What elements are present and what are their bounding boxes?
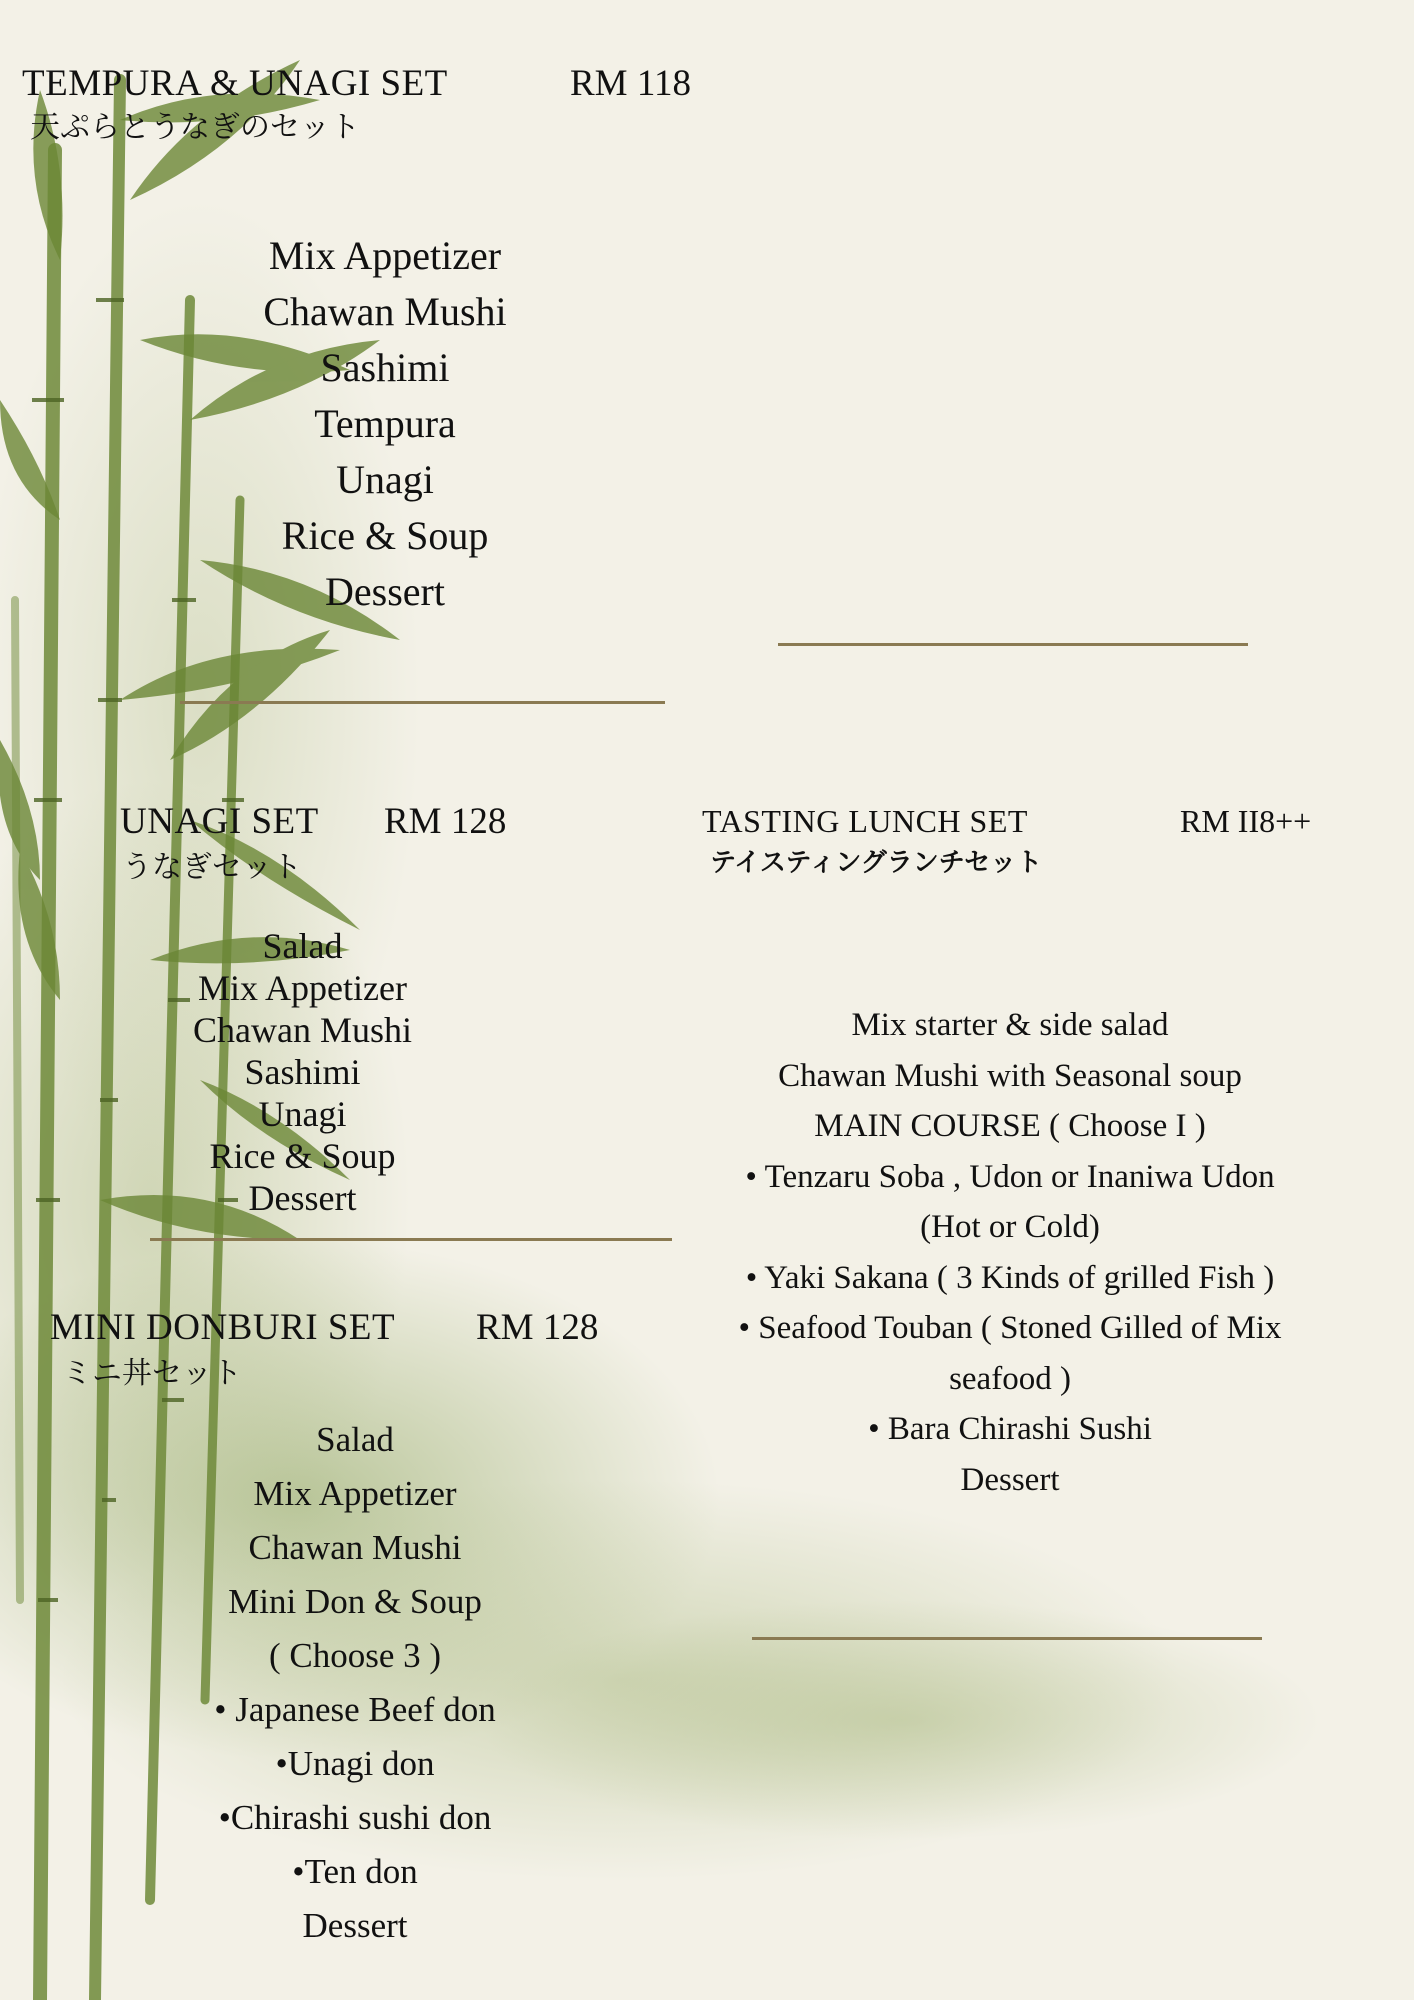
divider bbox=[180, 701, 665, 704]
menu-item: • Tenzaru Soba , Udon or Inaniwa Udon bbox=[745, 1158, 1275, 1195]
menu-item: •Unagi don bbox=[275, 1744, 435, 1783]
menu-item: •Chirashi sushi don bbox=[218, 1798, 492, 1837]
menu-item: Mix starter & side salad bbox=[851, 1007, 1169, 1043]
menu-item: (Hot or Cold) bbox=[920, 1209, 1100, 1245]
menu-item: • Japanese Beef don bbox=[214, 1690, 496, 1729]
tasting-lunch-item-list bbox=[690, 1000, 1330, 1505]
divider bbox=[752, 1637, 1262, 1640]
unagi-set-price: RM 128 bbox=[384, 801, 507, 842]
tasting-lunch-title: TASTING LUNCH SET bbox=[702, 803, 1028, 839]
menu-item: Chawan Mushi bbox=[193, 1010, 412, 1050]
mini-donburi-price: RM 128 bbox=[476, 1307, 599, 1348]
tempura-unagi-item-list bbox=[200, 228, 570, 620]
menu-item: Mix Appetizer bbox=[198, 968, 407, 1008]
menu-item: MAIN COURSE ( Choose I ) bbox=[814, 1108, 1206, 1144]
tasting-lunch-price: RM II8++ bbox=[1180, 803, 1312, 839]
menu-item: • Seafood Touban ( Stoned Gilled of Mix bbox=[738, 1310, 1282, 1346]
unagi-set-title: UNAGI SET bbox=[120, 801, 319, 842]
tempura-unagi-price: RM 118 bbox=[570, 63, 691, 104]
menu-item: Dessert bbox=[302, 1906, 408, 1945]
unagi-set-jp-title: うなぎセット bbox=[122, 850, 302, 885]
menu-item: Unagi bbox=[258, 1094, 347, 1134]
menu-item: ( Choose 3 ) bbox=[268, 1636, 442, 1675]
menu-item: Dessert bbox=[960, 1461, 1060, 1498]
divider bbox=[150, 1238, 672, 1241]
menu-item: Mix Appetizer bbox=[268, 233, 502, 278]
menu-item: Dessert bbox=[325, 569, 445, 614]
menu-item: Rice & Soup bbox=[209, 1136, 396, 1176]
tempura-unagi-jp-title: 天ぷらとうなぎのセット bbox=[30, 110, 360, 145]
menu-item: seafood ) bbox=[949, 1360, 1071, 1397]
menu-item: Chawan Mushi bbox=[263, 289, 507, 334]
menu-item: • Yaki Sakana ( 3 Kinds of grilled Fish ) bbox=[745, 1259, 1275, 1296]
unagi-set-item-list bbox=[150, 925, 455, 1219]
menu-item: Rice & Soup bbox=[281, 513, 489, 558]
menu-item: Salad bbox=[262, 926, 343, 966]
mini-donburi-title: MINI DONBURI SET bbox=[50, 1307, 396, 1348]
menu-item: Unagi bbox=[336, 457, 434, 502]
menu-item: Sashimi bbox=[320, 345, 450, 390]
menu-item: Mix Appetizer bbox=[253, 1474, 457, 1513]
menu-item: Salad bbox=[316, 1420, 394, 1459]
menu-item: Mini Don & Soup bbox=[228, 1582, 482, 1621]
menu-item: • Bara Chirashi Sushi bbox=[868, 1411, 1152, 1447]
divider bbox=[778, 643, 1248, 646]
mini-donburi-item-list bbox=[180, 1413, 530, 1953]
menu-item: Tempura bbox=[314, 401, 456, 446]
menu-item: Sashimi bbox=[244, 1052, 361, 1092]
tempura-unagi-title: TEMPURA & UNAGI SET bbox=[22, 63, 448, 104]
menu-item: Chawan Mushi with Seasonal soup bbox=[778, 1057, 1242, 1094]
tasting-lunch-jp-title: テイスティングランチセット bbox=[710, 848, 1043, 878]
menu-item: •Ten don bbox=[292, 1852, 418, 1891]
mini-donburi-jp-title: ミニ丼セット bbox=[62, 1356, 242, 1391]
menu-item: Dessert bbox=[248, 1178, 357, 1218]
menu-item: Chawan Mushi bbox=[248, 1528, 462, 1567]
